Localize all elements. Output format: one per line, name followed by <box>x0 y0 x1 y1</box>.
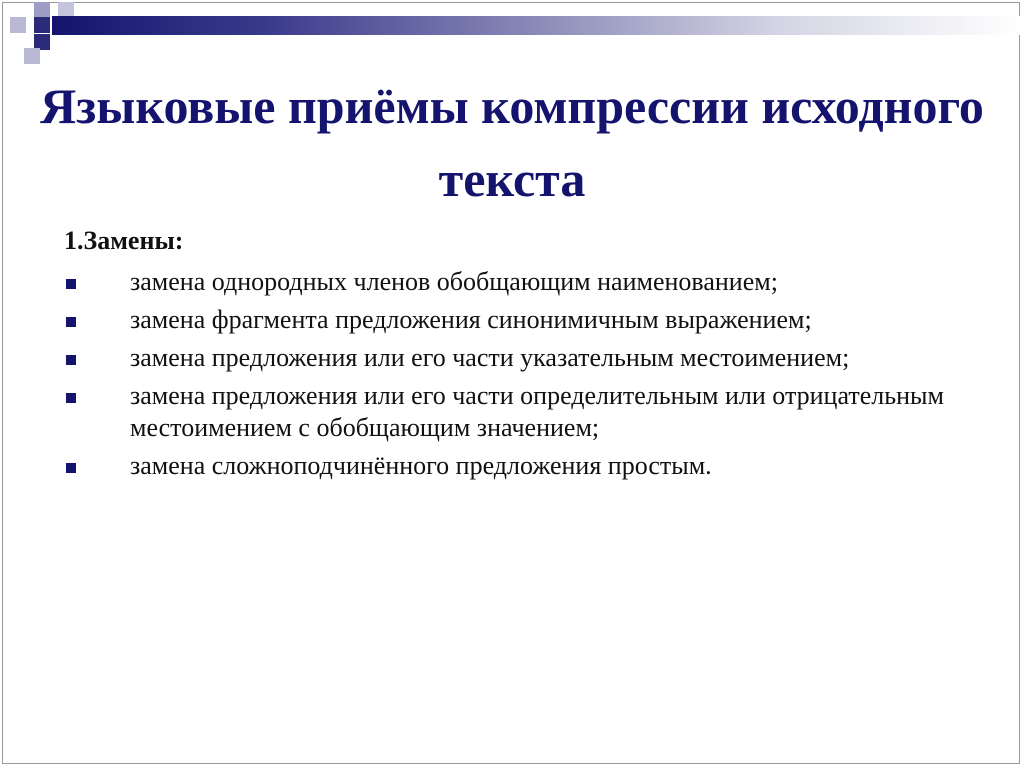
bullet-text: замена предложения или его части определительным или отрицательным местоимением с обобщающим значением; <box>130 381 944 442</box>
slide-title: Языковые приёмы компрессии исходного текста <box>40 78 984 207</box>
corner-square <box>34 17 50 33</box>
bullet-list <box>64 266 944 488</box>
bullet-text: замена предложения или его части указательным местоимением; <box>130 343 850 372</box>
square-bullet-icon <box>66 355 76 365</box>
corner-square <box>34 2 50 18</box>
bullet-text: замена сложноподчинённого предложения простым. <box>130 451 712 480</box>
square-bullet-icon <box>66 317 76 327</box>
section-heading: 1.Замены: <box>64 226 184 255</box>
square-bullet-icon <box>66 463 76 473</box>
square-bullet-icon <box>66 279 76 289</box>
bullet-item <box>64 304 944 336</box>
bullet-text: замена однородных членов обобщающим наименованием; <box>130 267 778 296</box>
corner-square <box>24 48 40 64</box>
corner-square <box>10 17 26 33</box>
bullet-item <box>64 266 944 298</box>
bullet-item <box>64 450 944 482</box>
bullet-item <box>64 342 944 374</box>
square-bullet-icon <box>66 393 76 403</box>
bullet-text: замена фрагмента предложения синонимичным выражением; <box>130 305 812 334</box>
header-gradient-bar <box>52 16 1020 35</box>
bullet-item <box>64 380 944 444</box>
